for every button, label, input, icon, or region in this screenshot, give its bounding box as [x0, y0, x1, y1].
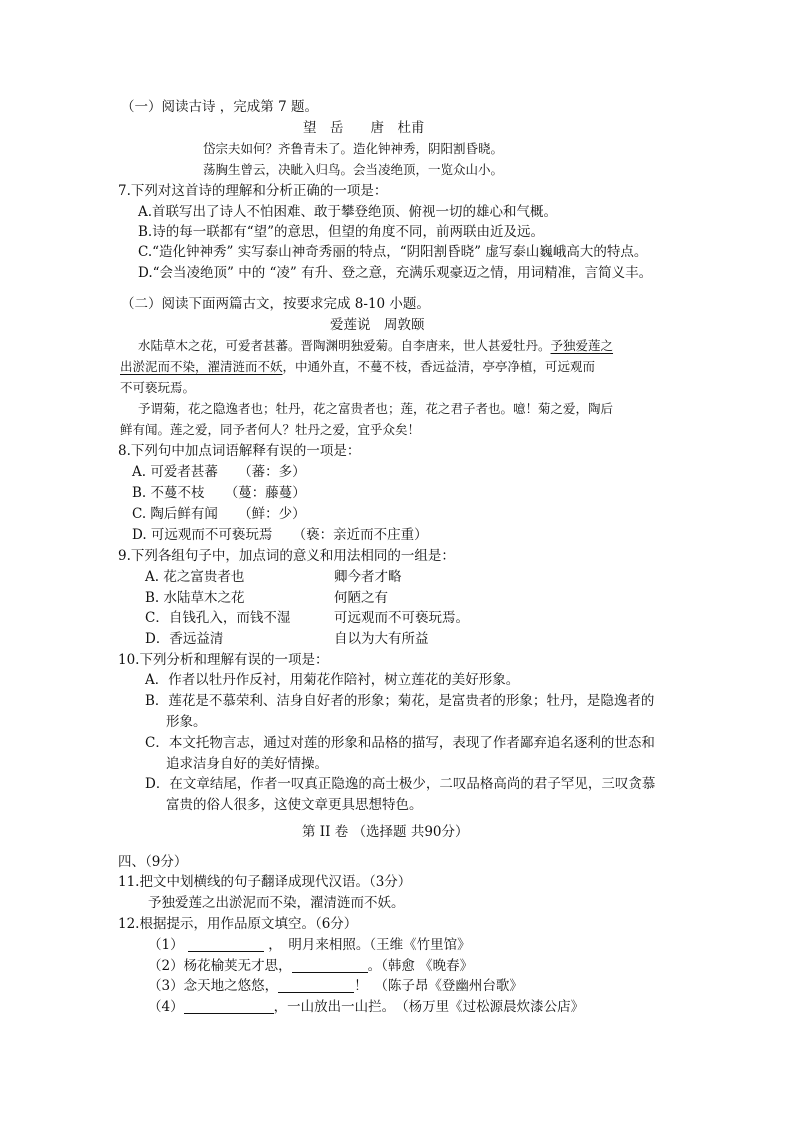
poem-line: 岱宗夫如何？齐鲁青未了。造化钟神秀，阴阳割昏晓。 — [203, 141, 504, 156]
option-c-continued: 追求洁身自好的美好情操。 — [166, 756, 328, 772]
poem-title: 望 岳 唐 杜甫 — [303, 120, 425, 136]
item-text: （2）杨花榆荚无才思， — [148, 958, 292, 974]
translation-sentence: 予独爱莲之出淤泥而不染，濯清涟而不妖。 — [148, 895, 405, 911]
question-stem: 8.下列句中加点词语解释有误的一项是： — [118, 443, 361, 459]
prose-title: 爱莲说 周敦颐 — [330, 317, 425, 333]
option-a-pair: 卿今者才略 — [334, 569, 402, 585]
item-number: （4） — [148, 999, 184, 1015]
section-header-prose: （二）阅读下面两篇古文，按要求完成 8-10 小题。 — [121, 296, 430, 312]
item-text: ， 明月来相照。（王维《竹里馆》 — [268, 937, 471, 953]
question-stem: 11.把文中划横线的句子翻译成现代汉语。（3分） — [118, 874, 412, 890]
option-b-pair: 何陋之有 — [334, 590, 388, 606]
fill-item-4 — [148, 997, 584, 1017]
answer-blank[interactable] — [278, 978, 354, 993]
option-a: A. 可爱者甚蕃 （蕃：多） — [132, 464, 306, 480]
question-stem: 12.根据提示，用作品原文填空。（6分） — [118, 916, 358, 932]
item-text: （3）念天地之悠悠， — [148, 978, 279, 994]
fill-item-3 — [148, 976, 523, 996]
underlined-sentence: 出淤泥而不染，濯清涟而不妖 — [120, 359, 283, 374]
option-a: A. 花之富贵者也 — [145, 569, 245, 585]
option-d-continued: 富贵的俗人很多，这使文章更具思想特色。 — [166, 797, 423, 813]
option-c: C．自钱孔入，而钱不湿 — [145, 610, 291, 626]
underlined-sentence: 予独爱莲之 — [550, 338, 614, 353]
option-d-pair: 自以为大有所益 — [334, 631, 429, 647]
prose-line: 鲜有闻。莲之爱，同予者何人？牡丹之爱，宜乎众矣！ — [120, 422, 421, 437]
option-a: A.首联写出了诗人不怕困难、敢于攀登绝顶、俯视一切的雄心和气概。 — [138, 204, 558, 220]
item-text: ，一山放出一山拦。 （杨万里《过松源晨炊漆公店》 — [273, 999, 585, 1015]
item-text: ！ （陈子昂《登幽州台歌》 — [354, 978, 523, 994]
option-d: D. 可远观而不可亵玩焉 （亵：亲近而不庄重） — [132, 527, 428, 543]
prose-text: ，中通外直，不蔓不枝，香远益清，亭亭净植，可远观而 — [282, 359, 596, 374]
section-title-part-ii: 第 II 卷 （选择题 共90分） — [302, 824, 469, 840]
option-d: D．在文章结尾，作者一叹真正隐逸的高士极少，二叹品格高尚的君子罕见，三叹贪慕 — [145, 776, 656, 792]
prose-line — [138, 336, 613, 356]
prose-line: 不可亵玩焉。 — [120, 380, 196, 395]
prose-line — [120, 357, 595, 377]
option-b: B. 不蔓不枝 （蔓：藤蔓） — [132, 485, 306, 501]
fill-item-1 — [148, 935, 471, 955]
option-d: D.“会当凌绝顶” 中的 “凌” 有升、登之意，充满乐观豪迈之情，用词精准，言简义丰。 — [138, 265, 653, 281]
option-b-continued: 形象。 — [166, 714, 207, 730]
option-c: C．本文托物言志，通过对莲的形象和品格的描写，表现了作者鄙弃追名逐利的世态和 — [145, 735, 655, 751]
option-b: B. 水陆草木之花 — [145, 590, 245, 606]
option-a: A．作者以牡丹作反衬，用菊花作陪衬，树立莲花的美好形象。 — [145, 672, 520, 688]
option-b: B.诗的每一联都有“望”的意思，但望的角度不同，前两联由近及远。 — [138, 224, 545, 240]
answer-blank[interactable] — [292, 958, 368, 973]
option-c-pair: 可远观而不可亵玩焉。 — [334, 610, 469, 626]
option-c: C.“造化钟神秀” 实写泰山神奇秀丽的特点，“阴阳割昏晓” 虚写泰山巍峨高大的特点。 — [138, 244, 648, 260]
option-d: D．香远益清 — [145, 631, 224, 647]
prose-line: 予谓菊，花之隐逸者也；牡丹，花之富贵者也；莲，花之君子者也。噫！菊之爱，陶后 — [138, 401, 614, 416]
answer-blank[interactable] — [188, 937, 264, 952]
question-stem: 10.下列分析和理解有误的一项是： — [118, 652, 329, 668]
poem-line: 荡胸生曾云，决眦入归鸟。会当凌绝顶，一览众山小。 — [203, 162, 504, 177]
question-stem: 7.下列对这首诗的理解和分析正确的一项是： — [118, 183, 388, 199]
prose-text: 水陆草木之花，可爱者甚蕃。晋陶渊明独爱菊。自李唐来，世人甚爱牡丹。 — [138, 338, 551, 353]
answer-blank[interactable] — [184, 999, 274, 1014]
section-header-poem: （一）阅读古诗 ，完成第 7 题。 — [121, 99, 318, 115]
option-b: B．莲花是不慕荣利、洁身自好者的形象；菊花，是富贵者的形象；牡丹，是隐逸者的 — [145, 693, 655, 709]
fill-item-2 — [148, 956, 473, 976]
option-c: C. 陶后鲜有闻 （鲜：少） — [132, 506, 306, 522]
question-stem: 9.下列各组句子中，加点词的意义和用法相同的一组是： — [118, 548, 455, 564]
section-number: 四、（9分） — [118, 854, 188, 870]
item-text: 。（韩愈 《晚春》 — [367, 958, 474, 974]
item-number: （1） — [148, 937, 184, 953]
